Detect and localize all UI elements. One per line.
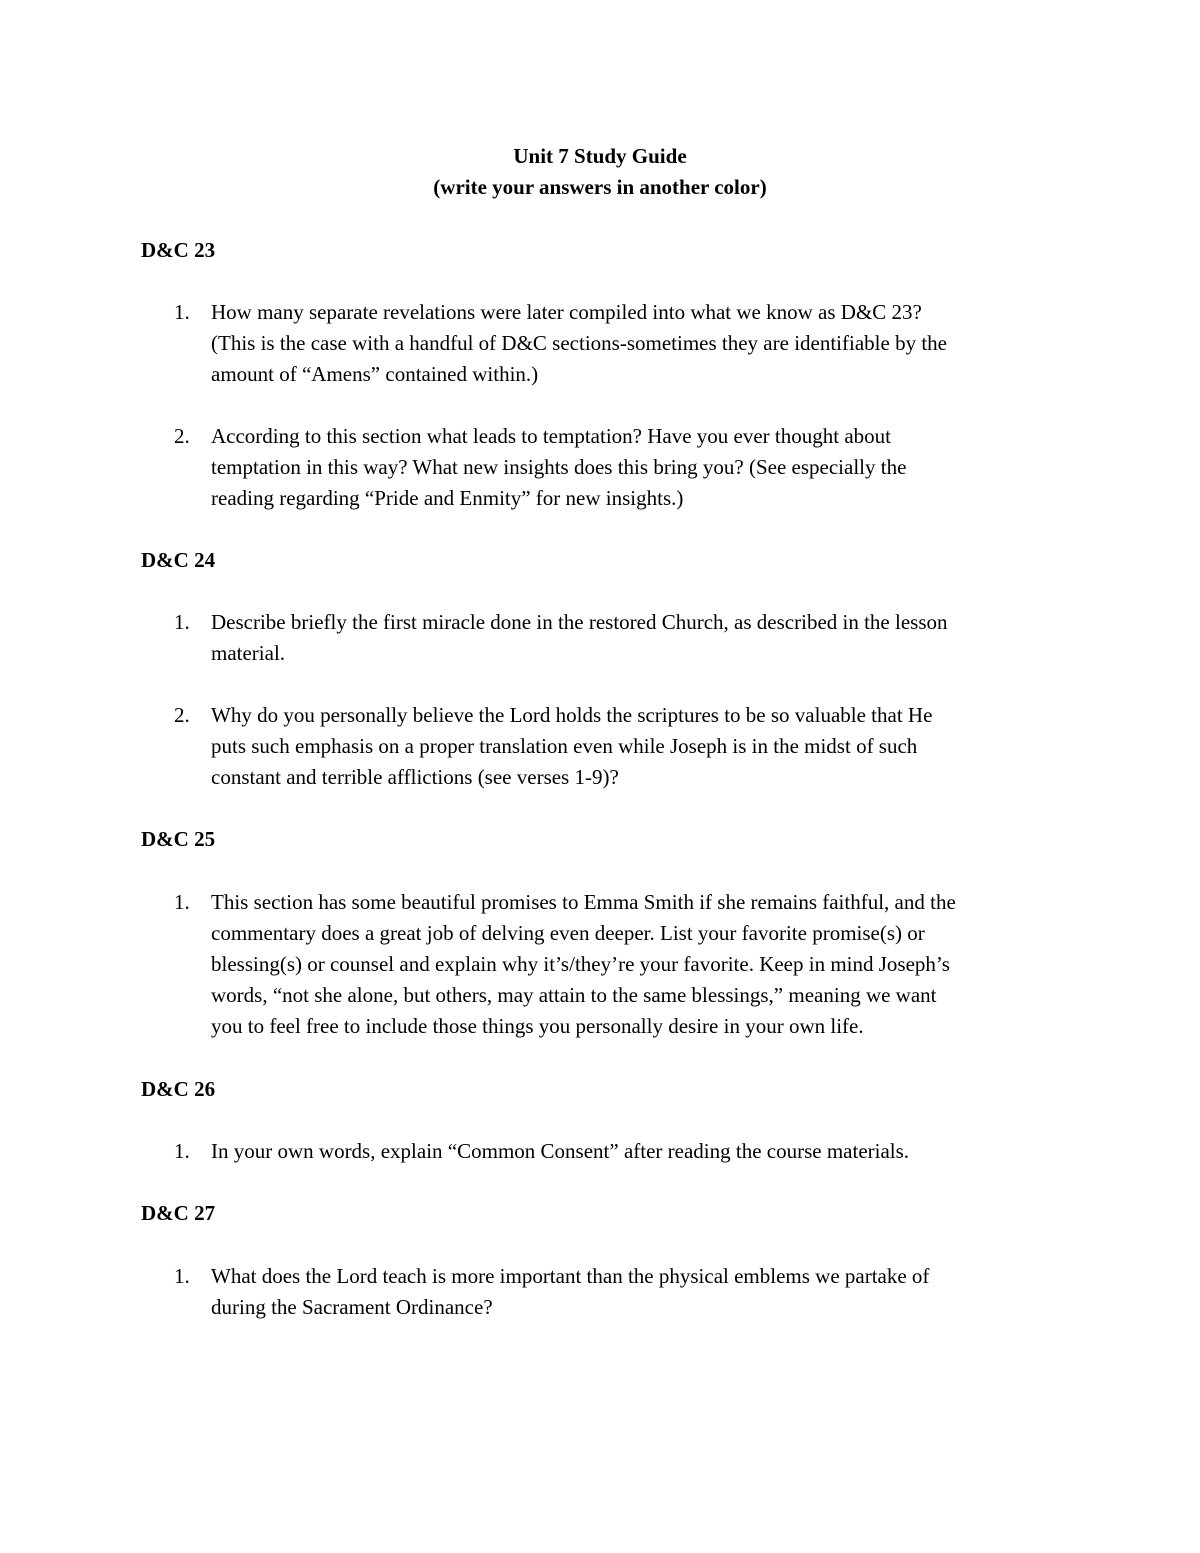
question-line: reading regarding “Pride and Enmity” for new insights.) [211, 486, 684, 510]
question-dc26-1 [174, 1136, 1074, 1167]
section-heading-dc24: D&C 24 [141, 548, 216, 572]
question-line: constant and terrible afflictions (see verses 1-9)? [211, 765, 619, 789]
question-line: during the Sacrament Ordinance? [211, 1295, 493, 1319]
section-heading-dc25: D&C 25 [141, 827, 216, 851]
question-line: What does the Lord teach is more important than the physical emblems we partake of [211, 1264, 930, 1288]
question-dc24-1 [174, 607, 1074, 669]
question-line: temptation in this way? What new insights does this bring you? (See especially the [211, 455, 907, 479]
question-line: words, “not she alone, but others, may attain to the same blessings,” meaning we want [211, 983, 937, 1007]
question-dc23-2 [174, 421, 1074, 514]
question-dc23-1 [174, 297, 1074, 390]
question-line: In your own words, explain “Common Consent” after reading the course materials. [211, 1139, 910, 1163]
page-title: Unit 7 Study Guide [513, 144, 687, 168]
question-line: How many separate revelations were later compiled into what we know as D&C 23? [211, 300, 922, 324]
question-number: 1. [174, 1264, 190, 1288]
question-line: material. [211, 641, 286, 665]
question-dc24-2 [174, 700, 1074, 793]
question-line: Why do you personally believe the Lord holds the scriptures to be so valuable that He [211, 703, 933, 727]
question-number: 2. [174, 424, 190, 448]
page-subtitle: (write your answers in another color) [433, 175, 767, 199]
question-text [211, 297, 1074, 390]
question-text [211, 700, 1074, 793]
question-line: This section has some beautiful promises to Emma Smith if she remains faithful, and the [211, 890, 956, 914]
question-line: commentary does a great job of delving even deeper. List your favorite promise(s) or [211, 921, 925, 945]
question-line: Describe briefly the first miracle done in the restored Church, as described in the lesson [211, 610, 948, 634]
question-line: (This is the case with a handful of D&C sections-sometimes they are identifiable by the [211, 331, 947, 355]
question-number: 1. [174, 1139, 190, 1163]
question-line: amount of “Amens” contained within.) [211, 362, 539, 386]
question-text [211, 421, 1074, 514]
question-text [211, 887, 1074, 1042]
question-number: 2. [174, 703, 190, 727]
section-heading-dc27: D&C 27 [141, 1201, 216, 1225]
question-line: blessing(s) or counsel and explain why it’s/they’re your favorite. Keep in mind Joseph’s [211, 952, 950, 976]
question-number: 1. [174, 610, 190, 634]
question-number: 1. [174, 890, 190, 914]
section-heading-dc23: D&C 23 [141, 238, 216, 262]
title-block [0, 141, 1200, 203]
question-line: According to this section what leads to temptation? Have you ever thought about [211, 424, 891, 448]
question-text [211, 607, 1074, 669]
section-heading-dc26: D&C 26 [141, 1077, 216, 1101]
question-text [211, 1261, 1074, 1323]
question-line: you to feel free to include those things you personally desire in your own life. [211, 1014, 864, 1038]
question-number: 1. [174, 300, 190, 324]
question-dc25-1 [174, 887, 1074, 1042]
question-text [211, 1136, 1074, 1167]
question-dc27-1 [174, 1261, 1074, 1323]
question-line: puts such emphasis on a proper translation even while Joseph is in the midst of such [211, 734, 918, 758]
